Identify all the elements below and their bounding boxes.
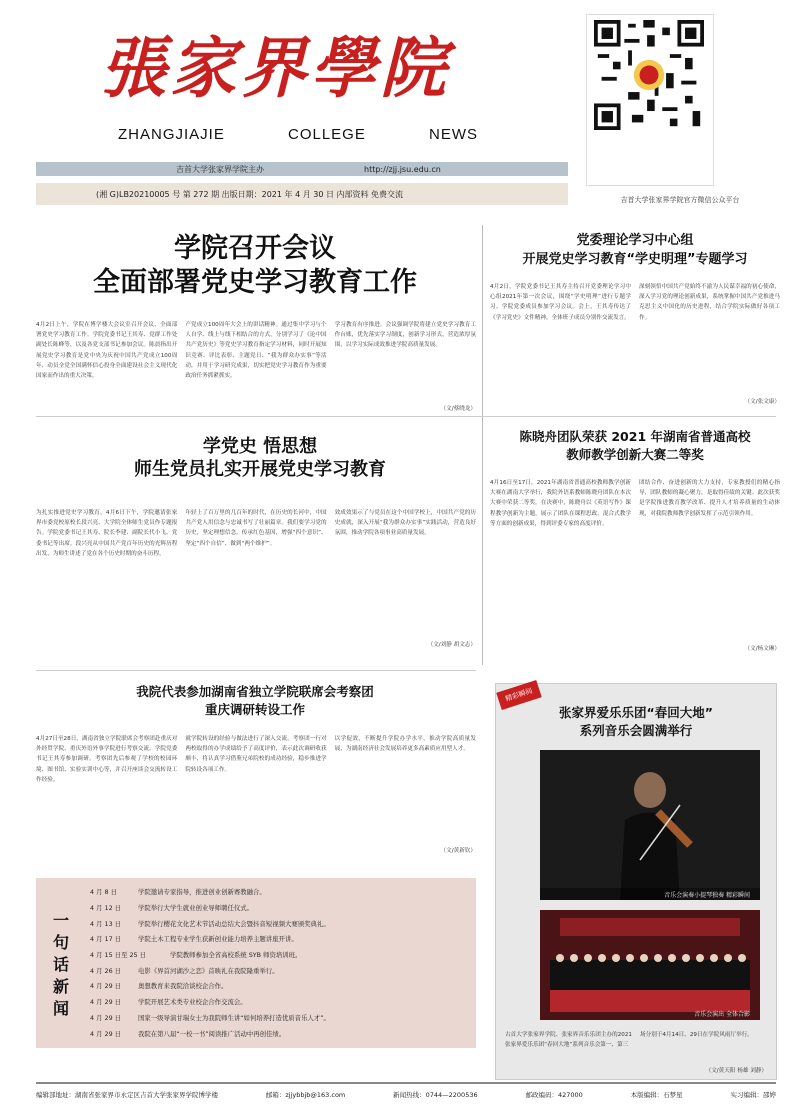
brief-date: 4 月 8 日 — [90, 888, 118, 897]
brief-date: 4 月 12 日 — [90, 904, 122, 913]
study-col: 年轻上了百万里的几百年的时代，在历史的长河中，中国共产党人用信念与忠诚书写了壮丽篇章。我们要学习党的历史，坚定理想信念，传承红色基因，增强“四个意识”、坚定“四个自信”、做到“两个维护”。 — [185, 510, 327, 547]
theory-col: 深刻领悟中国共产党始终不渝为人民谋幸福的初心使命，深入学习党的理论创新成果，系统掌握中国共产党推进马克思主义中国化的历史进程，结合学院实际做好各项工作。 — [639, 284, 780, 321]
brief-date: 4 月 13 日 — [90, 919, 122, 928]
visit-col: 4月27日至28日，湖南省独立学院联席会考察团赴重庆对外经贸学院、重庆外语外事学院进行考察交流。学院党委书记王其寿参加调研。考察团先后参观了学校的校园环境、图书馆、实验实训中心等，并召开座谈会交流转设工作经验。 — [36, 736, 178, 783]
lead-col: 4月2日上午，学院在博学楼大会议室召开会议，全面部署党史学习教育工作。学院党委书记王其寿、党群工作处副处长陈峰等，以及各党支部书记参加会议。陈晨指出开展党史学习教育是党中央为庆祝中国共产党成立100周年、动员全党全国满怀信心投身全面建设社会主义现代化国家而作出的重大决策。 — [36, 322, 178, 380]
lead-author: （文/蔡晓龙） — [440, 406, 476, 412]
footer-phone: 新闻热线：0744—2200536 — [393, 1091, 478, 1099]
footer-editor: 本版编辑：石梦星 — [630, 1091, 683, 1099]
photo-caption: 音乐会演奏小提琴独奏 精彩瞬间 — [664, 892, 750, 899]
concert-headline-line2: 系列音乐会圆满举行 — [579, 723, 693, 739]
brief-text: 奥想教育来我院洽谈校企合作。 — [138, 982, 228, 991]
section-rule — [36, 416, 776, 417]
concert-author: （文/黄天阳 杨雄 刘静） — [705, 1068, 767, 1074]
brief-text: 学院教师参加全省高校系统 SYB 师资培训班。 — [170, 951, 302, 960]
brief-text: 学院举行樱花文化艺术节活动总结大会暨抖音短视频大赛颁奖典礼。 — [138, 919, 330, 928]
award-author: （文/杨文琳） — [744, 646, 780, 652]
list-item[interactable] — [90, 994, 470, 1010]
study-col: 效成效果示了与党员在这个中国学校上，中国共产党的历史成就，深入开展“我为群众办实事”实践活动，营造良好氛围，推动学院各项事业高质量发展。 — [334, 510, 476, 537]
brief-date: 4 月 29 日 — [90, 1013, 122, 1022]
lead-body — [36, 320, 476, 402]
masthead-en-word: COLLEGE — [287, 126, 366, 143]
lead-headline[interactable] — [40, 232, 470, 300]
list-item[interactable] — [90, 915, 470, 931]
award-headline[interactable] — [490, 428, 780, 464]
brief-text: 学院举行大学生就业创业导师聘任仪式。 — [138, 904, 254, 913]
concert-headline-line1: 张家界爱乐乐团“春回大地” — [559, 705, 713, 720]
publisher: 吉首大学张家界学院主办 — [176, 164, 264, 174]
award-headline-line1: 陈晓舟团队荣获 2021 年湖南省普通高校 — [519, 429, 751, 444]
brief-news-label: 一句话新闻 — [52, 911, 69, 1018]
concert-col: 古首大学张家界学院、张家界音乐乐团主办的2021张家界爱乐乐团“春回大地”系列音乐会第一、第三 — [505, 1032, 632, 1049]
theory-body — [490, 282, 780, 396]
award-headline-line2: 教师教学创新大赛二等奖 — [566, 447, 704, 463]
list-item[interactable] — [90, 931, 470, 947]
highlight-badge: 精彩瞬间 — [496, 680, 542, 710]
photo-caption: 音乐会演出 全体合影 — [694, 1011, 750, 1018]
visit-headline-line2: 重庆调研转设工作 — [204, 702, 305, 718]
masthead-title: 張家界學院 — [100, 29, 450, 107]
lead-col: 产党成立100周年大会上的讲话精神。通过集中学习与个人自学、线上与线下相结合的方式，分别学习了《论中国共产党历史》等党史学习教育指定学习材料，同时开展知识竞赛、评比表彰、主题党日、“我为群众办实事”等活动，并用于学习研究成果，切实把党史学习教育作为重要政治任务抓紧抓实。 — [185, 322, 327, 380]
award-col: 4月16日至17日，2021年湖南省普通高校教师教学创新大赛在湖南大学举行，我院外语系教师陈晓舟团队在本次大赛中荣获二等奖。在决赛中，陈晓舟以《英语写作》课程教学创新为主题，展示了团队在课程思政、混合式教学等方面的创新成果，得到评委专家的高度评价。 — [490, 480, 631, 527]
brief-date: 4 月 29 日 — [90, 982, 122, 991]
masthead-en-word: ZHANGJIAJIE — [118, 126, 225, 143]
list-item[interactable] — [90, 1025, 470, 1041]
footer-address: 编辑部地址：湖南省张家界市永定区吉首大学张家界学院博学楼 — [36, 1091, 218, 1099]
lead-headline-line1: 学院召开会议 — [174, 233, 336, 264]
website-link[interactable]: http://zjj.jsu.edu.cn — [364, 164, 441, 174]
list-item[interactable] — [90, 884, 470, 900]
visit-body — [36, 734, 476, 842]
theory-headline[interactable] — [490, 232, 780, 270]
theory-headline-line2: 开展党史学习教育“学史明理”专题学习 — [522, 251, 748, 267]
study-headline-line2: 师生党员扎实开展党史学习教育 — [134, 458, 386, 480]
brief-date: 4 月 29 日 — [90, 1029, 122, 1038]
violinist-photo[interactable] — [540, 750, 760, 900]
brief-date: 4 月 17 日 — [90, 935, 122, 944]
footer-postcode: 邮政编码：427000 — [525, 1091, 583, 1099]
brief-date: 4 月 26 日 — [90, 966, 122, 975]
footer-rule — [36, 1082, 776, 1084]
qr-caption: 吉首大学张家界学院官方微信公众平台 — [620, 196, 740, 204]
brief-text: 电影《界首河湖沙之恋》首映礼在我院隆重举行。 — [138, 966, 279, 975]
theory-col: 4月2日，学院党委书记王其寿主持召开党委理论学习中心组2021年第一次会议，围绕“学史明理”进行专题学习。学院党委成员参加学习会议。会上，王其寿传达了《学习党史》文件精神，全体班子成员分别作交流发言。 — [490, 284, 631, 321]
theory-author: （文/张文康） — [744, 399, 780, 405]
award-body — [490, 478, 780, 642]
masthead-en-word: NEWS — [428, 126, 478, 143]
concert-headline[interactable] — [505, 704, 767, 740]
study-headline[interactable] — [60, 436, 460, 481]
brief-text: 国家一级导演甘瑞女士为我院师生讲“如何培养打造优质音乐人才”。 — [138, 1013, 330, 1022]
study-author: （文/刘静 胡文志） — [427, 642, 476, 648]
visit-headline-line1: 我院代表参加湖南省独立学院联席会考察团 — [136, 684, 374, 699]
lead-col: 学习教育有序推进。会议强调学院将建立党史学习教育工作台账，优先落实学习制度，创新学习形式，营造浓厚氛围，以学习实际成效推进学院高质量发展。 — [334, 322, 476, 349]
award-col: 团结合作、奋进创新的大力支持，专家教授们的精心指导，团队教师的凝心聚力，是取得佳绩的关键。此次获奖是学院推进教育教学改革、提升人才培养质量的生动体现，对我院教师教学创新发挥了示范引领作用。 — [639, 480, 780, 517]
publisher-bar — [36, 162, 568, 176]
lead-headline-line2: 全面部署党史学习教育工作 — [93, 266, 417, 298]
brief-date: 4 月 29 日 — [90, 998, 122, 1007]
list-item[interactable] — [90, 962, 470, 978]
visit-col: 就学院转设的经验与做法进行了深入交流，考察团一行对两校取得的办学成绩给予了高度评价，表示此次调研收获颇丰，将认真学习借鉴兄弟院校的成功经验，稳步推进学院转设各项工作。 — [185, 736, 327, 773]
concert-body — [505, 1030, 767, 1066]
qr-frame — [586, 14, 714, 186]
brief-text: 学院邀请专家指导，推进创业创新赛教融合。 — [138, 888, 266, 897]
study-headline-line1: 学党史 悟思想 — [202, 436, 318, 457]
visit-author: （文/黄新钦） — [440, 848, 476, 854]
list-item[interactable] — [90, 1010, 470, 1026]
issue-info: (湘 G)LB20210005 号 第 272 期 出版日期：2021 年 4 月 30 日 内部资料 免费交流 — [96, 189, 404, 199]
footer-email[interactable]: 邮箱：zjjybbjb@163.com — [265, 1091, 346, 1099]
visit-col: 以学促效，不断提升学院办学水平，推动学院高质量发展，为湖南经济社会发展培养更多高素质应用型人才。 — [334, 736, 476, 753]
brief-text: 我院在第八届“一校一书”阅读推广活动中再创佳绩。 — [138, 1029, 286, 1038]
footer — [36, 1090, 776, 1099]
brief-text: 学院土木工程专业学生获新创业能力培养主题讲座开讲。 — [138, 935, 298, 944]
brief-date: 4 月 15 日至 25 日 — [90, 951, 147, 960]
column-divider — [482, 225, 483, 665]
list-item[interactable] — [90, 978, 470, 994]
brief-text: 学院开展艺术类专业校企合作交流会。 — [138, 998, 247, 1007]
visit-headline[interactable] — [50, 683, 460, 719]
orchestra-photo[interactable] — [540, 910, 760, 1020]
study-col: 为扎实推进党史学习教育，4月6日下午，学院邀请张家界市委党校原校长段兴亮、大学院全体师生党员作专题报告。学院党委书记王其寿、院长李建、副院长代小飞、党委书记等出席。段兴亮从中国共产党百年历史的光辉历程出发，为师生讲述了党在各个历史时期的奋斗历程。 — [36, 510, 178, 557]
section-rule — [36, 670, 476, 671]
study-body — [36, 508, 476, 638]
footer-proof: 实习编辑：邵婷 — [730, 1091, 776, 1099]
concert-col: 场分别于4月14日、29日在学院风雨厅举行。 — [640, 1032, 753, 1038]
list-item[interactable] — [90, 947, 470, 963]
masthead-english — [118, 126, 478, 143]
issue-bar — [36, 183, 568, 205]
brief-news-list — [90, 884, 470, 1041]
list-item[interactable] — [90, 900, 470, 916]
theory-headline-line1: 党委理论学习中心组 — [576, 233, 694, 248]
